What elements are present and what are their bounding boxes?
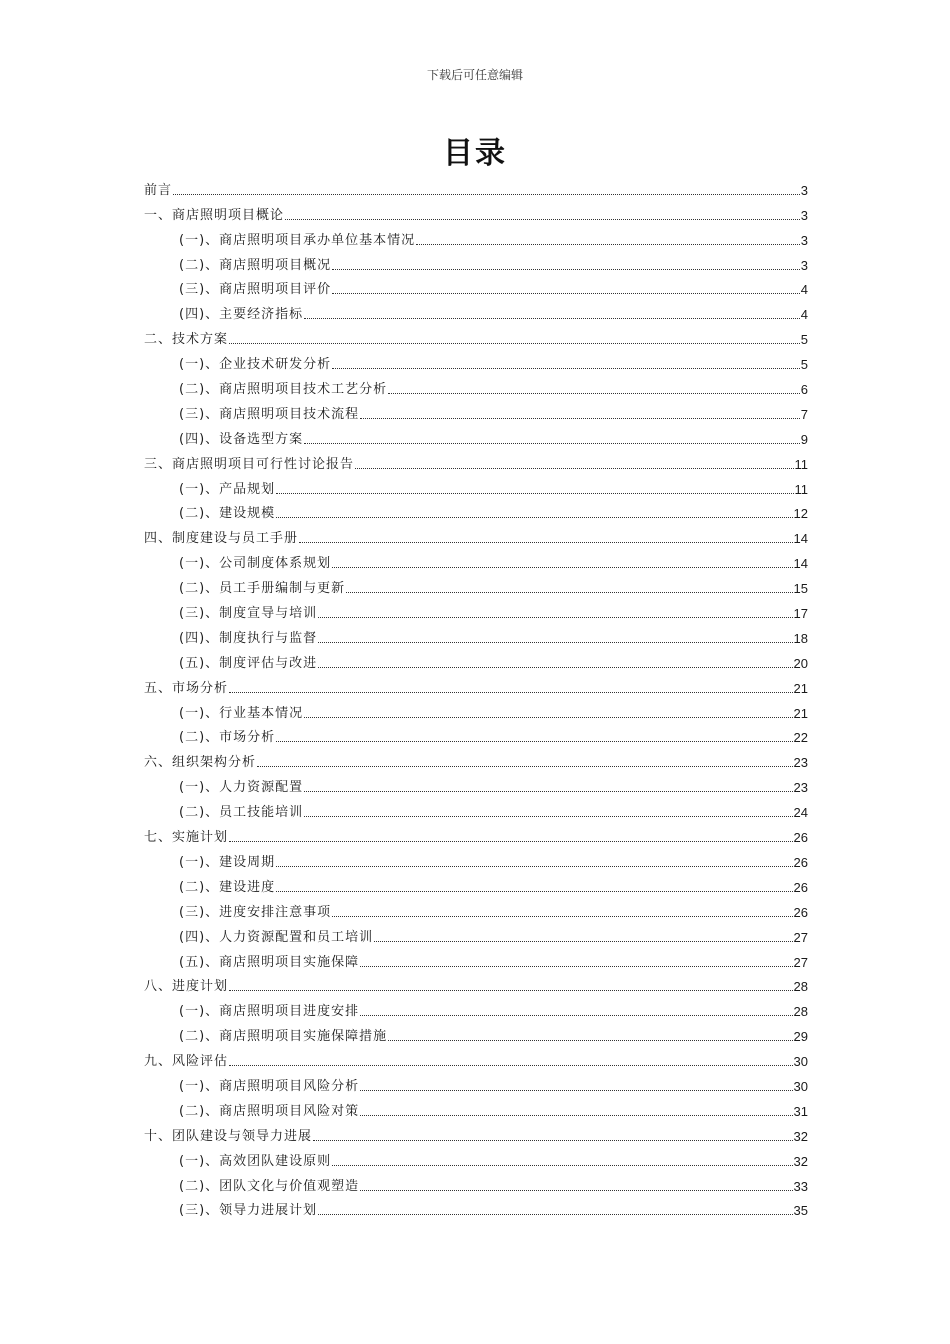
- toc-entry[interactable]: [144, 1095, 808, 1120]
- toc-entry[interactable]: [144, 1170, 808, 1195]
- dot-leader: [318, 666, 792, 668]
- toc-entry[interactable]: [144, 249, 808, 274]
- dot-leader: [318, 641, 792, 643]
- dot-leader: [332, 292, 800, 294]
- toc-entry[interactable]: [144, 622, 808, 647]
- dot-leader: [229, 691, 793, 693]
- dot-leader: [332, 1164, 792, 1166]
- toc-entry[interactable]: [144, 672, 808, 697]
- toc-entry[interactable]: [144, 522, 808, 547]
- toc-entry-page: 21: [793, 705, 808, 721]
- toc-entry-page: 33: [793, 1178, 808, 1194]
- dot-leader: [332, 367, 800, 369]
- toc-entry-page: 20: [793, 655, 808, 671]
- toc-entry-page: 3: [800, 257, 808, 273]
- toc-entry[interactable]: [144, 298, 808, 323]
- dot-leader: [299, 541, 793, 543]
- toc-entry[interactable]: [144, 1070, 808, 1095]
- toc-entry[interactable]: [144, 896, 808, 921]
- toc-entry[interactable]: [144, 796, 808, 821]
- dot-leader: [332, 566, 792, 568]
- toc-entry[interactable]: [144, 398, 808, 423]
- dot-leader: [276, 492, 793, 494]
- toc-entry-page: 26: [793, 854, 808, 870]
- toc-entry-text: (二)、员工技能培训: [179, 805, 304, 821]
- toc-entry-page: 6: [800, 382, 808, 398]
- dot-leader: [346, 591, 792, 593]
- dot-leader: [355, 467, 793, 469]
- toc-entry-text: (二)、团队文化与价值观塑造: [179, 1178, 360, 1194]
- toc-entry-text: (一)、企业技术研发分析: [179, 357, 332, 373]
- dot-leader: [304, 442, 800, 444]
- toc-entry-text: (一)、商店照明项目承办单位基本情况: [179, 232, 416, 248]
- toc-entry[interactable]: [144, 597, 808, 622]
- toc-entry-page: 35: [793, 1203, 808, 1219]
- toc-entry-page: 30: [793, 1078, 808, 1094]
- toc-entry-text: (二)、员工手册编制与更新: [179, 581, 346, 597]
- toc-entry-page: 27: [793, 954, 808, 970]
- dot-leader: [229, 989, 793, 991]
- toc-entry[interactable]: [144, 722, 808, 747]
- toc-entry[interactable]: [144, 572, 808, 597]
- toc-entry-text: (一)、行业基本情况: [179, 705, 304, 721]
- toc-entry-page: 32: [793, 1128, 808, 1144]
- toc-entry-text: (四)、人力资源配置和员工培训: [179, 929, 374, 945]
- toc-entry-page: 14: [793, 531, 808, 547]
- toc-entry-text: (一)、建设周期: [179, 854, 276, 870]
- toc-entry-page: 5: [800, 332, 808, 348]
- toc-entry[interactable]: [144, 1020, 808, 1045]
- dot-leader: [388, 392, 800, 394]
- dot-leader: [276, 740, 792, 742]
- dot-leader: [332, 268, 800, 270]
- page-title: 目录: [443, 136, 507, 171]
- dot-leader: [257, 765, 793, 767]
- toc-entry-text: (二)、市场分析: [179, 730, 276, 746]
- dot-leader: [318, 616, 792, 618]
- toc-entry-text: 一、商店照明项目概论: [144, 207, 285, 223]
- toc-entry[interactable]: [144, 373, 808, 398]
- toc-entry-text: (一)、商店照明项目进度安排: [179, 1004, 360, 1020]
- toc-entry-page: 7: [800, 406, 808, 422]
- toc-entry-page: 26: [793, 879, 808, 895]
- toc-entry-page: 22: [793, 730, 808, 746]
- toc-entry-page: 24: [793, 805, 808, 821]
- toc-entry[interactable]: [144, 274, 808, 299]
- dot-leader: [374, 940, 792, 942]
- dot-leader: [360, 1014, 792, 1016]
- toc-entry-page: 29: [793, 1029, 808, 1045]
- dot-leader: [229, 342, 800, 344]
- dot-leader: [360, 1189, 792, 1191]
- toc-entry-text: 八、进度计划: [144, 979, 229, 995]
- toc-entry[interactable]: [144, 921, 808, 946]
- dot-leader: [285, 218, 800, 220]
- toc-entry[interactable]: [144, 323, 808, 348]
- dot-leader: [304, 716, 792, 718]
- toc-entry[interactable]: [144, 1145, 808, 1170]
- toc-entry[interactable]: [144, 697, 808, 722]
- dot-leader: [360, 417, 800, 419]
- toc-entry-page: 11: [794, 456, 808, 472]
- dot-leader: [360, 1089, 792, 1091]
- dot-leader: [276, 516, 792, 518]
- toc-entry-text: 二、技术方案: [144, 332, 229, 348]
- toc-entry-page: 14: [793, 556, 808, 572]
- toc-entry-text: (二)、商店照明项目实施保障措施: [179, 1029, 388, 1045]
- toc-entry-text: (三)、商店照明项目评价: [179, 282, 332, 298]
- toc-entry-text: (五)、制度评估与改进: [179, 655, 318, 671]
- toc-entry[interactable]: [144, 1045, 808, 1070]
- toc-entry[interactable]: [144, 995, 808, 1020]
- toc-entry-page: 23: [793, 755, 808, 771]
- toc-entry-text: (二)、商店照明项目概况: [179, 257, 332, 273]
- toc-entry-page: 12: [793, 506, 808, 522]
- dot-leader: [229, 1064, 793, 1066]
- table-of-contents: [144, 174, 808, 1219]
- toc-entry-page: 5: [800, 357, 808, 373]
- toc-entry[interactable]: [144, 547, 808, 572]
- toc-entry[interactable]: [144, 946, 808, 971]
- toc-entry-text: 七、实施计划: [144, 830, 229, 846]
- toc-entry[interactable]: [144, 473, 808, 498]
- toc-entry-text: (四)、主要经济指标: [179, 307, 304, 323]
- toc-entry-text: (三)、领导力进展计划: [179, 1203, 318, 1219]
- toc-entry-text: (三)、进度安排注意事项: [179, 904, 332, 920]
- toc-entry-text: (三)、商店照明项目技术流程: [179, 406, 360, 422]
- toc-entry[interactable]: [144, 224, 808, 249]
- toc-entry-page: 11: [794, 481, 808, 497]
- dot-leader: [313, 1139, 793, 1141]
- header-note: 下载后可任意编辑: [426, 68, 523, 82]
- toc-entry[interactable]: [144, 647, 808, 672]
- dot-leader: [173, 193, 800, 195]
- toc-entry-text: 十、团队建设与领导力进展: [144, 1128, 313, 1144]
- toc-entry-page: 28: [793, 1004, 808, 1020]
- toc-entry-text: (五)、商店照明项目实施保障: [179, 954, 360, 970]
- dot-leader: [360, 1114, 792, 1116]
- dot-leader: [304, 815, 792, 817]
- toc-entry[interactable]: [144, 771, 808, 796]
- toc-entry-page: 15: [793, 581, 808, 597]
- toc-entry[interactable]: [144, 199, 808, 224]
- toc-entry-text: 前言: [144, 182, 173, 198]
- dot-leader: [416, 243, 800, 245]
- toc-entry-page: 26: [793, 904, 808, 920]
- toc-entry-text: (二)、商店照明项目风险对策: [179, 1103, 360, 1119]
- dot-leader: [276, 865, 792, 867]
- toc-entry-page: 21: [793, 680, 808, 696]
- dot-leader: [318, 1213, 792, 1215]
- toc-entry-text: (一)、高效团队建设原则: [179, 1153, 332, 1169]
- toc-entry-text: (二)、商店照明项目技术工艺分析: [179, 382, 388, 398]
- dot-leader: [229, 840, 793, 842]
- toc-entry-page: 3: [800, 207, 808, 223]
- toc-entry[interactable]: [144, 174, 808, 199]
- toc-entry-text: 九、风险评估: [144, 1054, 229, 1070]
- toc-entry-page: 28: [793, 979, 808, 995]
- toc-entry-text: (二)、建设进度: [179, 879, 276, 895]
- toc-entry-page: 23: [793, 780, 808, 796]
- dot-leader: [276, 890, 792, 892]
- toc-entry[interactable]: [144, 1120, 808, 1145]
- toc-entry-text: 四、制度建设与员工手册: [144, 531, 299, 547]
- dot-leader: [304, 790, 792, 792]
- dot-leader: [360, 965, 792, 967]
- toc-entry-page: 26: [793, 830, 808, 846]
- toc-entry-page: 4: [800, 307, 808, 323]
- toc-entry[interactable]: [144, 348, 808, 373]
- dot-leader: [332, 915, 792, 917]
- toc-entry[interactable]: [144, 498, 808, 523]
- toc-entry-text: (一)、人力资源配置: [179, 780, 304, 796]
- toc-entry-text: (四)、制度执行与监督: [179, 630, 318, 646]
- toc-entry-page: 4: [800, 282, 808, 298]
- toc-entry-page: 31: [793, 1103, 808, 1119]
- toc-entry[interactable]: [144, 821, 808, 846]
- toc-entry-text: (一)、产品规划: [179, 481, 276, 497]
- toc-entry[interactable]: [144, 971, 808, 996]
- toc-entry-text: 六、组织架构分析: [144, 755, 257, 771]
- toc-entry-page: 3: [800, 182, 808, 198]
- toc-entry-text: (三)、制度宣导与培训: [179, 606, 318, 622]
- toc-entry[interactable]: [144, 746, 808, 771]
- toc-entry[interactable]: [144, 448, 808, 473]
- toc-entry-text: (四)、设备选型方案: [179, 431, 304, 447]
- toc-entry[interactable]: [144, 1195, 808, 1220]
- toc-entry-page: 32: [793, 1153, 808, 1169]
- toc-entry-page: 17: [793, 606, 808, 622]
- toc-entry[interactable]: [144, 871, 808, 896]
- toc-entry-text: 三、商店照明项目可行性讨论报告: [144, 456, 355, 472]
- dot-leader: [388, 1039, 792, 1041]
- toc-entry-text: (二)、建设规模: [179, 506, 276, 522]
- toc-entry-page: 18: [793, 630, 808, 646]
- toc-entry-page: 27: [793, 929, 808, 945]
- toc-entry-text: (一)、公司制度体系规划: [179, 556, 332, 572]
- toc-entry-page: 30: [793, 1054, 808, 1070]
- toc-entry[interactable]: [144, 423, 808, 448]
- toc-entry-page: 3: [800, 232, 808, 248]
- toc-entry-page: 9: [800, 431, 808, 447]
- toc-entry-text: (一)、商店照明项目风险分析: [179, 1078, 360, 1094]
- toc-entry[interactable]: [144, 846, 808, 871]
- dot-leader: [304, 317, 800, 319]
- toc-entry-text: 五、市场分析: [144, 680, 229, 696]
